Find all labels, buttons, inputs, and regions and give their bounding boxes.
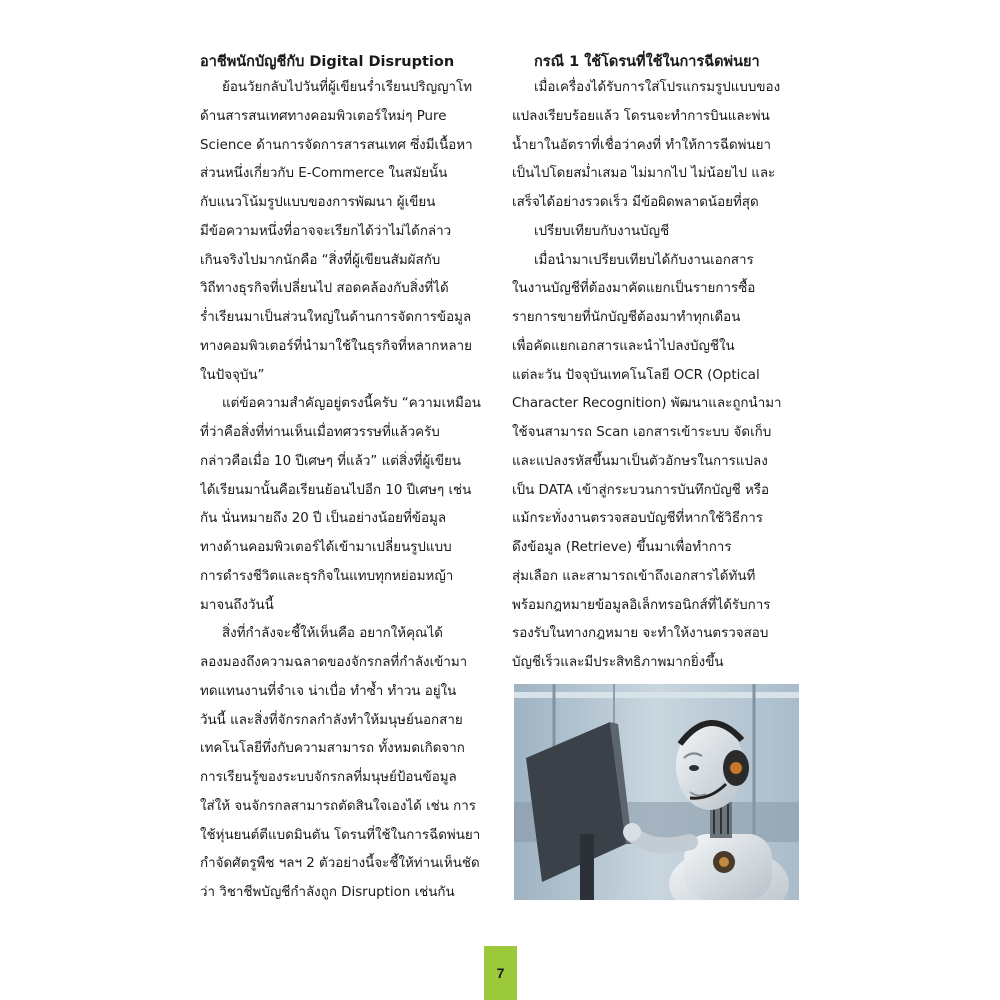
text-line: เป็น DATA เข้าสู่กระบวนการบันทึกบัญชี หรือ: [512, 482, 770, 498]
left-paragraph: [200, 620, 482, 908]
text-line: ว่า วิชาชีพบัญชีกำลังถูก Disruption เช่นกัน: [200, 885, 455, 900]
text-line: แปลงเรียบร้อยแล้ว โดรนจะทำการบินและพ่น: [512, 108, 770, 124]
text-line: เป็นไปโดยสม่ำเสมอ ไม่มากไป ไม่น้อยไป และ: [512, 166, 776, 182]
text-line: มาจนถึงวันนี้: [200, 597, 274, 613]
text-line: รายการขายที่นักบัญชีต้องมาทำทุกเดือน: [512, 310, 741, 325]
text-line: ใส่ให้ จนจักรกลสามารถตัดสินใจเองได้ เช่น การ: [200, 798, 476, 814]
text-line: กำจัดศัตรูพืช ฯลฯ 2 ตัวอย่างนี้จะชี้ให้ท่านเห็นชัด: [200, 856, 480, 872]
text-line: ด้านสารสนเทศทางคอมพิวเตอร์ใหม่ๆ Pure: [200, 108, 447, 124]
text-line: มีข้อความหนึ่งที่อาจจะเรียกได้ว่าไม่ได้กล่าว: [200, 223, 452, 239]
page-number: 7: [484, 946, 517, 1000]
text-line: ทางคอมพิวเตอร์ที่นำมาใช้ในธุรกิจที่หลากหลาย: [200, 338, 472, 354]
text-line: กัน นั่นหมายถึง 20 ปี เป็นอย่างน้อยที่ข้อมูล: [200, 511, 447, 527]
text-line: การดำรงชีวิตและธุรกิจในแทบทุกหย่อมหญ้า: [200, 568, 454, 584]
robot-illustration: [514, 684, 799, 900]
left-body: [200, 74, 482, 908]
text-line: กับแนวโน้มรูปแบบของการพัฒนา ผู้เขียน: [200, 195, 436, 210]
text-line: กล่าวคือเมื่อ 10 ปีเศษๆ ที่แล้ว” แต่สิ่งที่ผู้เขียน: [200, 453, 462, 469]
text-line: เสร็จได้อย่างรวดเร็ว มีข้อผิดพลาดน้อยที่สุด: [512, 195, 759, 210]
right-heading: กรณี 1 ใช้โดรนที่ใช้ในการฉีดพ่นยา: [534, 54, 760, 70]
text-line: ร่ำเรียนมาเป็นส่วนใหญ่ในด้านการจัดการข้อมูล: [200, 310, 472, 325]
right-body: [512, 74, 800, 678]
text-line: วิถีทางธุรกิจที่เปลี่ยนไป สอดคล้องกับสิ่งที่ได้: [200, 281, 449, 297]
text-line: เมื่อนำมาเปรียบเทียบได้กับงานเอกสาร: [534, 252, 754, 268]
text-line: ในงานบัญชีที่ต้องมาคัดแยกเป็นรายการซื้อ: [512, 281, 756, 297]
text-line: ดึงข้อมูล (Retrieve) ขึ้นมาเพื่อทำการ: [512, 540, 732, 555]
text-line: ย้อนวัยกลับไปวันที่ผู้เขียนร่ำเรียนปริญญาโท: [222, 80, 473, 95]
text-line: แต่ละวัน ปัจจุบันเทคโนโลยี OCR (Optical: [512, 367, 760, 383]
right-paragraph: [512, 218, 800, 247]
text-line: ได้เรียนมานั้นคือเรียนย้อนไปอีก 10 ปีเศษๆ เช่น: [200, 482, 472, 498]
text-line: Science ด้านการจัดการสารสนเทศ ซึ่งมีเนื้อหา: [200, 137, 473, 153]
text-line: ที่ว่าคือสิ่งที่ท่านเห็นเมื่อทศวรรษที่แล้วครับ: [200, 425, 440, 440]
text-line: ทางด้านคอมพิวเตอร์ได้เข้ามาเปลี่ยนรูปแบบ: [200, 540, 452, 555]
text-line: และแปลงรหัสขึ้นมาเป็นตัวอักษรในการแปลง: [512, 453, 768, 469]
text-line: ใช้จนสามารถ Scan เอกสารเข้าระบบ จัดเก็บ: [512, 425, 772, 440]
left-heading: อาชีพนักบัญชีกับ Digital Disruption: [200, 54, 455, 70]
text-line: สิ่งที่กำลังจะชี้ให้เห็นคือ อยากให้คุณได้: [222, 626, 443, 642]
text-line: ในปัจจุบัน”: [200, 367, 265, 383]
text-line: เทคโนโลยีทึ่งกับความสามารถ ทั้งหมดเกิดจาก: [200, 741, 465, 757]
text-line: รองรับในทางกฎหมาย จะทำให้งานตรวจสอบ: [512, 626, 769, 642]
left-paragraph: [200, 390, 482, 620]
text-line: วันนี้ และสิ่งที่จักรกลกำลังทำให้มนุษย์นอกสาย: [200, 712, 463, 728]
right-column: [512, 50, 800, 678]
text-line: เกินจริงไปมากนักคือ “สิ่งที่ผู้เขียนสัมผัสกับ: [200, 252, 441, 268]
text-line: ใช้หุ่นยนต์ตีแบดมินตัน โดรนที่ใช้ในการฉีดพ่นยา: [200, 827, 481, 843]
text-line: แม้กระทั่งงานตรวจสอบบัญชีที่หากใช้วิธีการ: [512, 511, 763, 527]
robot-photo: [514, 684, 799, 900]
text-line: ลองมองถึงความฉลาดของจักรกลที่กำลังเข้ามา: [200, 655, 468, 670]
left-paragraph: [200, 74, 482, 390]
text-line: เพื่อคัดแยกเอกสารและนำไปลงบัญชีใน: [512, 338, 735, 354]
text-line: น้ำยาในอัตราที่เชื่อว่าคงที่ ทำให้การฉีดพ่นยา: [512, 137, 772, 153]
text-line: ทดแทนงานที่จำเจ น่าเบื่อ ทำซ้ำ ทำวน อยู่ใน: [200, 683, 457, 699]
text-line: แต่ข้อความสำคัญอยู่ตรงนี้ครับ “ความเหมือน: [222, 396, 481, 412]
text-line: บัญชีเร็วและมีประสิทธิภาพมากยิ่งขึ้น: [512, 655, 724, 670]
text-line: Character Recognition) พัฒนาและถูกนำมา: [512, 396, 782, 412]
text-line: เปรียบเทียบกับงานบัญชี: [534, 223, 670, 239]
text-line: ส่วนหนึ่งเกี่ยวกับ E-Commerce ในสมัยนั้น: [200, 166, 448, 182]
text-line: เมื่อเครื่องได้รับการใส่โปรแกรมรูปแบบของ: [534, 80, 781, 95]
right-paragraph: [512, 247, 800, 678]
text-line: พร้อมกฎหมายข้อมูลอิเล็กทรอนิกส์ที่ได้รับการ: [512, 597, 771, 613]
text-line: สุ่มเลือก และสามารถเข้าถึงเอกสารได้ทันที: [512, 568, 756, 584]
text-line: การเรียนรู้ของระบบจักรกลที่มนุษย์ป้อนข้อมูล: [200, 770, 457, 785]
left-column: [200, 50, 482, 908]
right-paragraph: [512, 74, 800, 218]
